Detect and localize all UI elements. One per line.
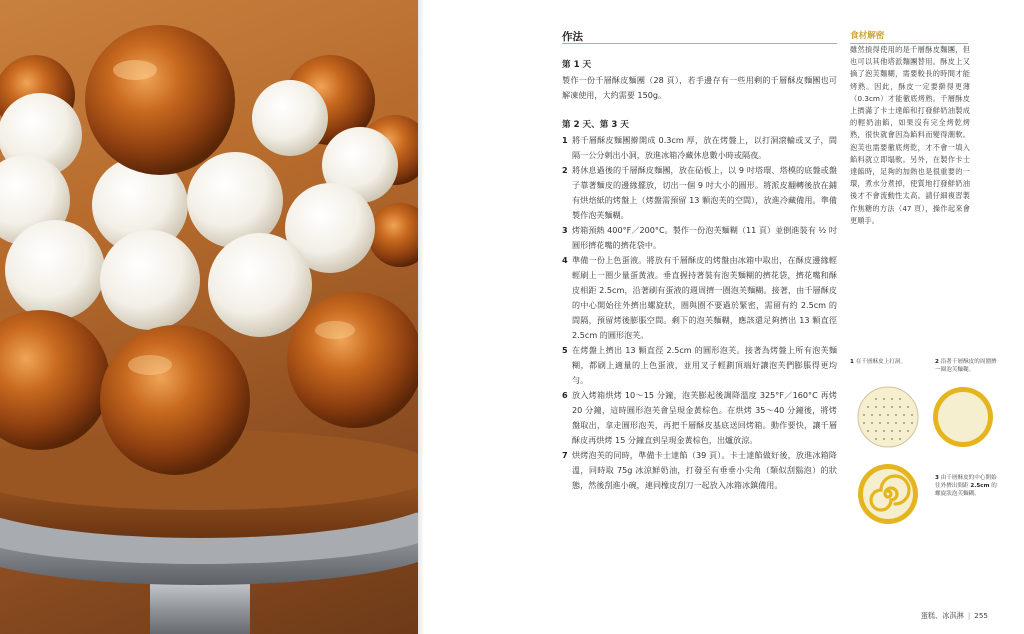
footer-separator: | <box>967 611 971 620</box>
step-number: 1 <box>562 135 568 145</box>
step-text: 放入烤箱烘烤 10～15 分鐘，泡芙膨起後調降溫度 325°F／160°C 再烤 20 分鐘，這時圓形泡芙會呈現金黃棕色。在烘烤 35～40 分鐘後，將烤盤取出，拿走圓形泡芙，再把千層酥皮基底送回烤箱。動作要快，讓千層酥皮再烘烤 15 分鐘直到呈現金黃棕色，出爐放涼。 <box>572 390 837 445</box>
aside-title: 食材解密 <box>850 31 885 41</box>
day1-title: 第 1 天 <box>562 60 592 70</box>
step-text: 將休息過後的千層酥皮麵團，放在砧板上，以 9 吋塔環、塔模的底盤或盤子靠著麵皮的邊緣擺放，切出一個 9 吋大小的圓形。將派皮翻轉後放在鋪有烘焙紙的烤盤上（烤盤需預留 13 顆泡芙的空間），放進冷藏備用。準備製作泡芙麵糊。 <box>572 165 837 220</box>
step-number: 4 <box>562 255 568 265</box>
figure-3-choux-spiral <box>856 462 920 526</box>
step-item <box>562 133 837 163</box>
step-item <box>562 388 837 448</box>
step-text: 烤箱預熱 400°F／200°C。製作一份泡芙麵糊（11 頁）並倒進裝有 ½ 吋圓形擠花嘴的擠花袋中。 <box>572 225 837 250</box>
step-text: 準備一份上色蛋液。將放有千層酥皮的烤盤由冰箱中取出，在酥皮邊緣輕輕刷上一圈少量蛋黃液。垂直握持著裝有泡芙麵糊的擠花袋，擠花嘴和酥皮相距 2.5cm，沿著刷有蛋液的週周擠一圈泡芙麵糊。接著，由千層酥皮的中心開始往外擠出螺旋狀，圈與圈不要過於緊密，需留有約 2.5cm 的間隔，預留烤後膨脹空間。剩下的泡芙麵糊，應該還足夠擠出 13 顆直徑 2.5cm 的圓形泡芙。 <box>572 255 837 340</box>
figure-caption-tail: 的螺旋狀泡芙麵糊。 <box>935 483 997 497</box>
cake-photo <box>0 0 418 634</box>
step-item <box>562 448 837 493</box>
step-list <box>562 133 837 493</box>
step-number: 3 <box>562 225 568 235</box>
figure-1-docked-dough <box>856 385 920 449</box>
day2-title: 第 2 天、第 3 天 <box>562 120 629 130</box>
method-column <box>562 58 837 493</box>
figure-3-caption <box>935 474 997 498</box>
step-number: 7 <box>562 450 568 460</box>
cake-illustration <box>0 0 418 634</box>
section-title: 作法 <box>562 31 583 43</box>
step-text: 烘烤泡芙的同時，準備卡士達餡（39 頁）。卡士達餡做好後，放進冰箱降溫，同時取 75g 冰涼鮮奶油，打發至有垂垂小尖角（類似刮鬍泡）的狀態，然後刮進小碗，連同橡皮刮刀一起放入冰箱冰鎮備用。 <box>572 450 837 490</box>
figure-caption-lead: 由千層酥皮的中心開始往外擠出間距 <box>935 475 997 489</box>
figure-caption-text: 沿著千層酥皮的周圍擠一圈泡芙麵糊。 <box>935 359 997 373</box>
page-gutter-shadow <box>418 0 424 634</box>
step-text: 在烤盤上擠出 13 顆直徑 2.5cm 的圓形泡芙。接著為烤盤上所有泡芙麵糊，都刷上適量的上色蛋液，並用叉子輕劃頂端好讓泡芙們膨脹得更均勻。 <box>572 345 837 385</box>
step-item <box>562 253 837 343</box>
day1-text: 製作一份千層酥皮麵團（28 頁），若手邊存有一些用剩的千層酥皮麵團也可解凍使用，大約需要 150g。 <box>562 75 837 100</box>
figure-number: 1 <box>850 359 854 365</box>
step-number: 2 <box>562 165 568 175</box>
page-number: 255 <box>974 611 988 620</box>
step-item <box>562 343 837 388</box>
figure-1-caption <box>850 358 920 366</box>
section-rule <box>562 43 837 44</box>
step-text: 將千層酥皮麵團擀開成 0.3cm 厚，放在烤盤上，以打洞滾輪或叉子，間隔一公分刺出小洞，放進冰箱冷藏休息數小時或隔夜。 <box>572 135 837 160</box>
figure-2-caption <box>935 358 997 374</box>
footer-section: 蛋糕、冰淇淋 <box>920 611 964 620</box>
page-footer <box>921 611 988 621</box>
figure-caption-bold: 2.5cm <box>970 483 990 489</box>
figure-caption-text: 在千層酥皮上打洞。 <box>855 359 907 365</box>
figure-2-choux-ring <box>931 385 995 449</box>
step-number: 6 <box>562 390 568 400</box>
figure-number: 3 <box>935 475 939 481</box>
figure-number: 2 <box>935 359 939 365</box>
step-item <box>562 163 837 223</box>
step-number: 5 <box>562 345 568 355</box>
aside-text: 雖然摃得使用的是千層酥皮麵團，但也可以其他塔派麵團替用。酥皮上又摘了泡芙麵糊，需要較長的時間才能烤熟。因此，酥皮一定要擀得更薄（0.3cm）才能徹底烤熟。千層酥皮上擠滿了卡士達餡和打發鮮奶油製成的輕奶油餡，如果沒有完全烤乾烤熟，很快就會因為餡料而變得潮軟。泡芙也需要徹底烤乾，才不會一填入餡料就立即塌軟。另外，在製作卡士達餡時，足夠的加熱也是很重要的一環，煮水分煮掉，使質地打發鮮奶油後才不會流動性太高。請仔細複習製作焦糖的方法（47 頁），操作起來會更順手。 <box>850 45 970 225</box>
step-item <box>562 223 837 253</box>
